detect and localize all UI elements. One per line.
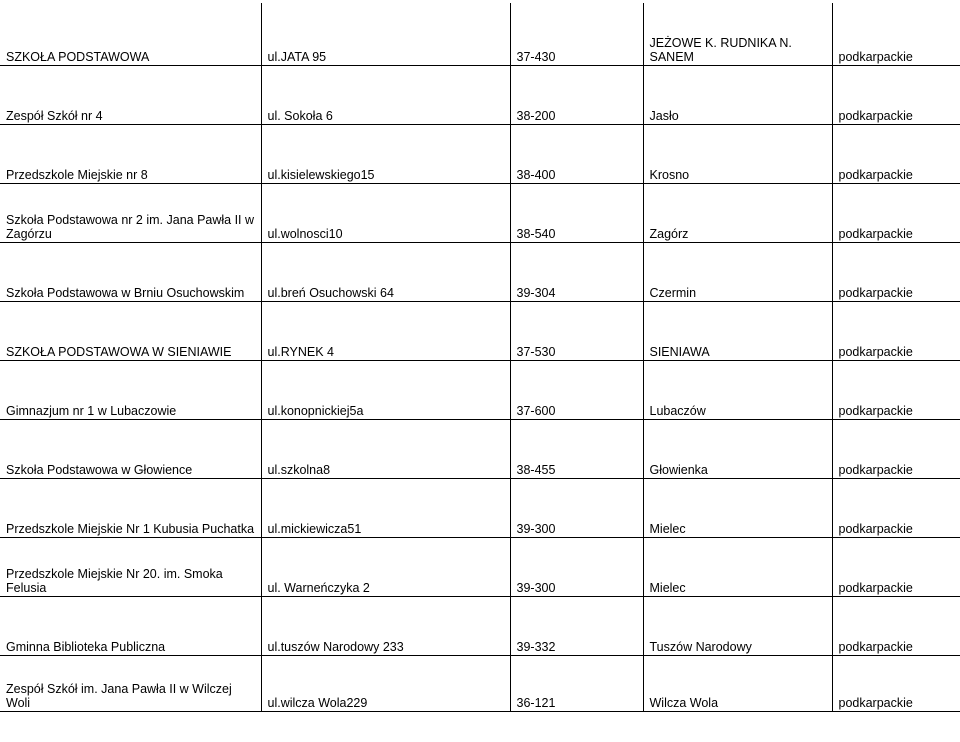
cell-street-text: ul.wilcza Wola229 <box>267 695 368 710</box>
cell-name-text: Przedszkole Miejskie Nr 1 Kubusia Puchatka <box>6 521 255 536</box>
cell-city[interactable] <box>643 124 832 183</box>
cell-postal[interactable] <box>510 537 643 596</box>
cell-region-text: podkarpackie <box>838 167 913 182</box>
cell-name[interactable] <box>0 65 261 124</box>
table-row <box>0 3 960 65</box>
cell-region[interactable] <box>832 301 960 360</box>
cell-name-text: Gimnazjum nr 1 w Lubaczowie <box>6 403 177 418</box>
cell-city[interactable] <box>643 537 832 596</box>
cell-street-text: ul.kisielewskiego15 <box>267 167 375 182</box>
cell-region[interactable] <box>832 242 960 301</box>
cell-street[interactable] <box>261 242 510 301</box>
cell-name-text: Zespół Szkół im. Jana Pawła II w Wilczej Woli <box>6 681 232 710</box>
cell-name[interactable] <box>0 124 261 183</box>
cell-postal-text: 37-600 <box>516 403 556 418</box>
cell-name[interactable] <box>0 360 261 419</box>
cell-postal-text: 39-332 <box>516 639 556 654</box>
cell-city[interactable] <box>643 419 832 478</box>
cell-city-text: Lubaczów <box>649 403 706 418</box>
cell-region[interactable] <box>832 655 960 711</box>
cell-postal[interactable] <box>510 183 643 242</box>
cell-city[interactable] <box>643 360 832 419</box>
cell-region[interactable] <box>832 596 960 655</box>
cell-postal[interactable] <box>510 596 643 655</box>
cell-city[interactable] <box>643 183 832 242</box>
cell-street-text: ul.wolnosci10 <box>267 226 343 241</box>
table-body <box>0 3 960 711</box>
cell-city[interactable] <box>643 478 832 537</box>
cell-city-text: Mielec <box>649 580 686 595</box>
cell-name[interactable] <box>0 301 261 360</box>
cell-postal-text: 39-304 <box>516 285 556 300</box>
table-row <box>0 360 960 419</box>
cell-region-text: podkarpackie <box>838 403 913 418</box>
institutions-table <box>0 3 960 712</box>
cell-street-text: ul.mickiewicza51 <box>267 521 362 536</box>
cell-city-text: Mielec <box>649 521 686 536</box>
cell-street[interactable] <box>261 301 510 360</box>
table-row <box>0 478 960 537</box>
cell-name[interactable] <box>0 478 261 537</box>
cell-city-text: Krosno <box>649 167 690 182</box>
cell-region[interactable] <box>832 124 960 183</box>
table-row <box>0 419 960 478</box>
cell-region-text: podkarpackie <box>838 521 913 536</box>
cell-postal[interactable] <box>510 3 643 65</box>
cell-name-text: Szkoła Podstawowa w Głowience <box>6 462 193 477</box>
cell-name[interactable] <box>0 537 261 596</box>
cell-street-text: ul.konopnickiej5a <box>267 403 364 418</box>
table-row <box>0 242 960 301</box>
cell-street[interactable] <box>261 419 510 478</box>
cell-region-text: podkarpackie <box>838 580 913 595</box>
cell-street[interactable] <box>261 124 510 183</box>
cell-city[interactable] <box>643 65 832 124</box>
cell-region[interactable] <box>832 478 960 537</box>
table-row <box>0 655 960 711</box>
cell-postal-text: 38-400 <box>516 167 556 182</box>
cell-postal-text: 39-300 <box>516 521 556 536</box>
cell-postal-text: 38-540 <box>516 226 556 241</box>
cell-street[interactable] <box>261 537 510 596</box>
cell-region-text: podkarpackie <box>838 108 913 123</box>
table-row <box>0 596 960 655</box>
cell-street[interactable] <box>261 360 510 419</box>
cell-name[interactable] <box>0 655 261 711</box>
cell-postal[interactable] <box>510 124 643 183</box>
cell-name[interactable] <box>0 242 261 301</box>
cell-region-text: podkarpackie <box>838 49 913 64</box>
table-row <box>0 537 960 596</box>
cell-postal-text: 37-530 <box>516 344 556 359</box>
cell-street[interactable] <box>261 3 510 65</box>
table-row <box>0 65 960 124</box>
table-row <box>0 183 960 242</box>
cell-city-text: Czermin <box>649 285 697 300</box>
cell-name-text: SZKOŁA PODSTAWOWA <box>6 49 150 64</box>
cell-street-text: ul.JATA 95 <box>267 49 327 64</box>
cell-name-text: Przedszkole Miejskie nr 8 <box>6 167 148 182</box>
cell-city[interactable] <box>643 596 832 655</box>
cell-city[interactable] <box>643 3 832 65</box>
cell-region[interactable] <box>832 537 960 596</box>
cell-name-text: SZKOŁA PODSTAWOWA W SIENIAWIE <box>6 344 232 359</box>
cell-region-text: podkarpackie <box>838 285 913 300</box>
cell-region-text: podkarpackie <box>838 639 913 654</box>
cell-city-text: Jasło <box>649 108 679 123</box>
cell-name-text: Przedszkole Miejskie Nr 20. im. Smoka Felusia <box>6 566 223 595</box>
cell-city-text: Zagórz <box>649 226 689 241</box>
cell-postal[interactable] <box>510 655 643 711</box>
cell-postal-text: 39-300 <box>516 580 556 595</box>
cell-street-text: ul. Warneńczyka 2 <box>267 580 370 595</box>
cell-city-text: Głowienka <box>649 462 708 477</box>
cell-region[interactable] <box>832 419 960 478</box>
cell-name[interactable] <box>0 183 261 242</box>
cell-name-text: Zespół Szkół nr 4 <box>6 108 103 123</box>
cell-name[interactable] <box>0 596 261 655</box>
cell-postal[interactable] <box>510 242 643 301</box>
cell-city[interactable] <box>643 242 832 301</box>
cell-region[interactable] <box>832 3 960 65</box>
cell-postal-text: 37-430 <box>516 49 556 64</box>
cell-postal[interactable] <box>510 301 643 360</box>
cell-region-text: podkarpackie <box>838 344 913 359</box>
cell-street-text: ul.breń Osuchowski 64 <box>267 285 394 300</box>
cell-region[interactable] <box>832 183 960 242</box>
cell-name-text: Szkoła Podstawowa w Brniu Osuchowskim <box>6 285 245 300</box>
cell-city-text: Wilcza Wola <box>649 695 719 710</box>
cell-postal[interactable] <box>510 478 643 537</box>
cell-street-text: ul. Sokoła 6 <box>267 108 333 123</box>
cell-city-text: JEŻOWE K. RUDNIKA N. SANEM <box>649 35 792 64</box>
cell-street[interactable] <box>261 478 510 537</box>
cell-city[interactable] <box>643 655 832 711</box>
cell-postal[interactable] <box>510 419 643 478</box>
cell-name[interactable] <box>0 3 261 65</box>
cell-postal[interactable] <box>510 65 643 124</box>
cell-street-text: ul.szkolna8 <box>267 462 331 477</box>
cell-name[interactable] <box>0 419 261 478</box>
table-row <box>0 124 960 183</box>
cell-street[interactable] <box>261 65 510 124</box>
cell-region-text: podkarpackie <box>838 462 913 477</box>
cell-street[interactable] <box>261 655 510 711</box>
cell-street-text: ul.tuszów Narodowy 233 <box>267 639 404 654</box>
cell-street[interactable] <box>261 183 510 242</box>
cell-region-text: podkarpackie <box>838 695 913 710</box>
cell-region[interactable] <box>832 65 960 124</box>
cell-region-text: podkarpackie <box>838 226 913 241</box>
cell-postal-text: 38-455 <box>516 462 556 477</box>
cell-street-text: ul.RYNEK 4 <box>267 344 334 359</box>
cell-name-text: Gminna Biblioteka Publiczna <box>6 639 166 654</box>
cell-postal[interactable] <box>510 360 643 419</box>
table-row <box>0 301 960 360</box>
cell-postal-text: 36-121 <box>516 695 556 710</box>
cell-city-text: Tuszów Narodowy <box>649 639 752 654</box>
cell-street[interactable] <box>261 596 510 655</box>
cell-postal-text: 38-200 <box>516 108 556 123</box>
cell-name-text: Szkoła Podstawowa nr 2 im. Jana Pawła II w Zagórzu <box>6 212 255 241</box>
cell-region[interactable] <box>832 360 960 419</box>
cell-city-text: SIENIAWA <box>649 344 710 359</box>
cell-city[interactable] <box>643 301 832 360</box>
